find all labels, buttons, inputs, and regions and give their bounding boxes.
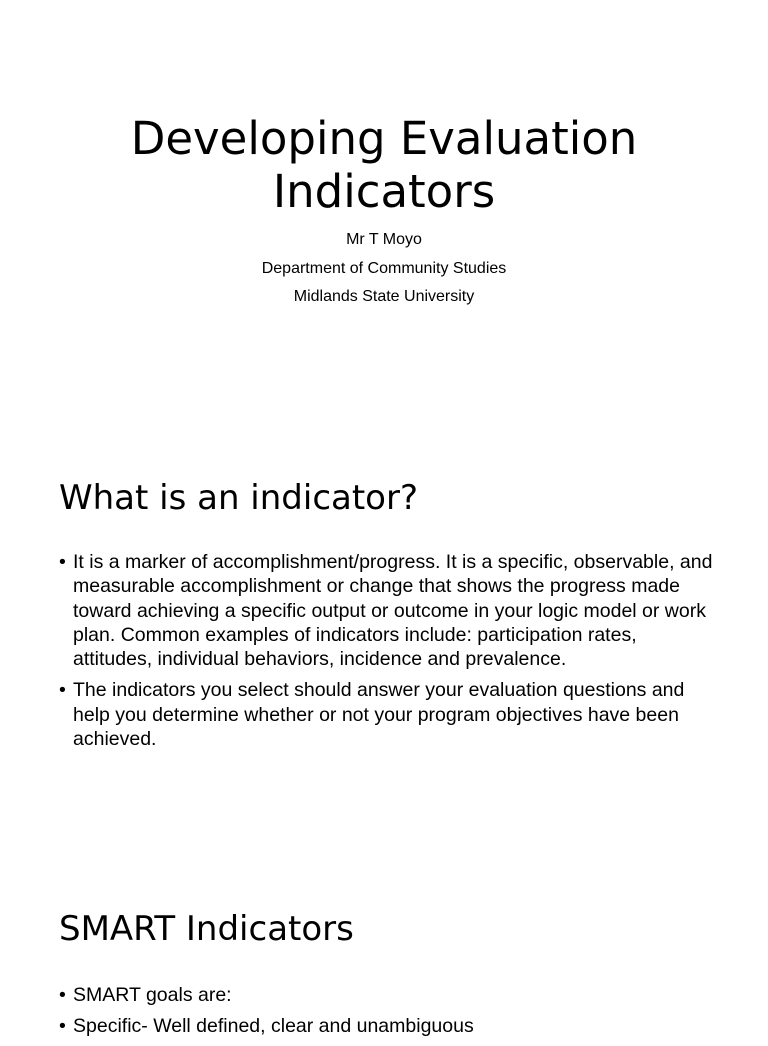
title-line-2: Indicators — [272, 165, 496, 218]
bullet-list — [59, 983, 719, 1046]
bullet-text: Specific- Well defined, clear and unambiguous — [73, 1015, 474, 1038]
presenter-name: Mr T Moyo — [346, 231, 422, 248]
university-name: Midlands State University — [293, 288, 475, 305]
bullet-icon: • — [59, 984, 66, 1006]
bullet-text: It is a marker of accomplishment/progress. It is a specific, observable, and measurable accomplishment or change that shows the progress made toward achieving a specific output or outcome in your logic model or work plan. Common examples of indicators include: participation rates, attitudes, individual behaviors, incidence and prevalence. — [73, 551, 713, 671]
bullet-text: SMART goals are: — [73, 984, 232, 1006]
bullet-icon: • — [59, 1015, 66, 1038]
bullet-list — [59, 550, 719, 758]
slide-heading: SMART Indicators — [59, 909, 354, 949]
bullet-icon: • — [59, 679, 66, 702]
bullet-icon: • — [59, 551, 66, 573]
department-name: Department of Community Studies — [261, 260, 507, 277]
presentation-title — [0, 112, 768, 218]
smart-indicators-slide — [0, 864, 768, 1038]
indicator-definition-slide — [0, 432, 768, 864]
list-item — [59, 550, 719, 671]
list-item — [59, 678, 719, 751]
title-line-1: Developing Evaluation — [130, 112, 638, 165]
slide-heading: What is an indicator? — [59, 478, 419, 518]
list-item — [59, 1014, 719, 1038]
list-item — [59, 983, 719, 1007]
title-slide — [0, 0, 768, 432]
bullet-text: The indicators you select should answer your evaluation questions and help you determine whether or not your program objectives have been achieved. — [73, 679, 685, 751]
